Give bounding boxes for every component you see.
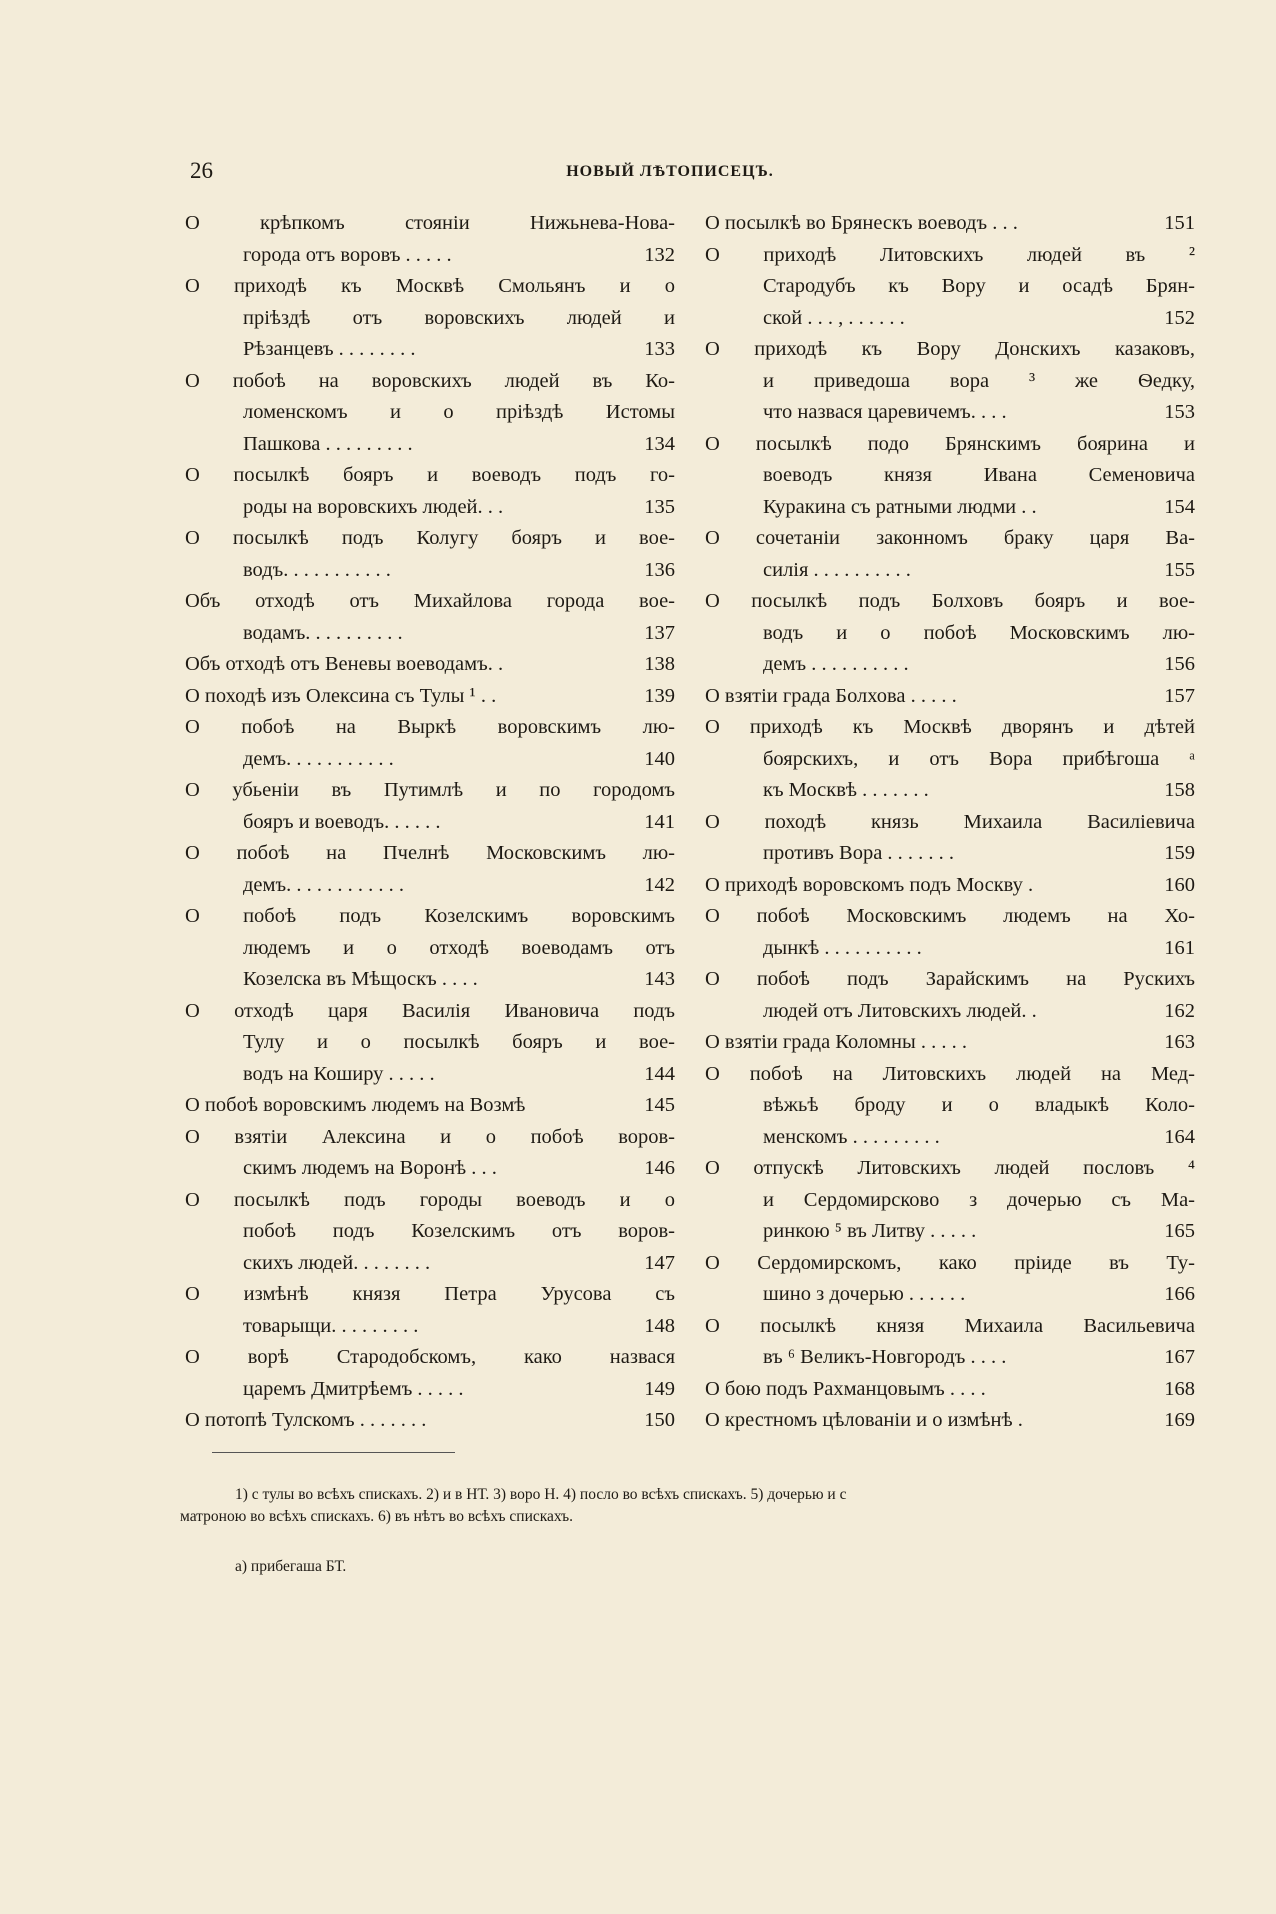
toc-entry-line: О крѣпкомъ стоянiи Нижьнева-Нова-: [185, 212, 675, 234]
toc-left-column: [185, 208, 675, 1437]
toc-page-number: 133: [644, 338, 675, 360]
toc-entry-line: Тулу и о посылкѣ бояръ и вое-: [243, 1031, 675, 1053]
toc-entry: [185, 712, 675, 775]
toc-entry-line: и Сердомирсково з дочерью съ Ма-: [763, 1188, 1195, 1211]
toc-entry-line: О бою подъ Рахманцовымъ . . . .: [705, 1377, 986, 1400]
toc-entry-line: О походѣ изъ Олексина съ Тулы ¹ . .: [185, 684, 497, 707]
toc-entry-line: побоѣ подъ Козелскимъ отъ воров-: [243, 1220, 675, 1242]
toc-page-number: 153: [1164, 401, 1195, 423]
toc-page-number: 142: [644, 873, 675, 896]
toc-entry: [185, 1279, 675, 1342]
toc-entry: [705, 334, 1195, 429]
toc-entry-line: О взятiи Алексина и о побоѣ воров-: [185, 1125, 675, 1148]
toc-entry-line: Рѣзанцевъ . . . . . . . .: [243, 338, 416, 360]
toc-page-number: 138: [644, 653, 675, 675]
toc-entry-line: Объ отходѣ отъ Веневы воеводамъ. .: [185, 653, 504, 675]
toc-page-number: 163: [1164, 1031, 1195, 1053]
footnote-rule: [212, 1452, 455, 1453]
toc-entry-line: демъ. . . . . . . . . . . .: [243, 873, 404, 896]
toc-entry-line: водъ. . . . . . . . . . .: [243, 558, 391, 581]
toc-entry: [185, 1122, 675, 1185]
toc-entry: [705, 807, 1195, 870]
page-number: 26: [190, 158, 213, 183]
toc-entry-line: О сочетанiи законномъ браку царя Ва-: [705, 527, 1195, 549]
toc-entry-line: О посылкѣ во Брянескъ воеводъ . . .: [705, 212, 1018, 234]
toc-entry-line: О посылкѣ подо Брянскимъ боярина и: [705, 432, 1195, 455]
toc-entry: [185, 1185, 675, 1280]
toc-entry-line: вѣжьѣ броду и о владыкѣ Коло-: [763, 1094, 1195, 1116]
toc-entry-line: противъ Вора . . . . . . .: [763, 842, 955, 864]
toc-entry: [705, 712, 1195, 807]
running-head: НОВЫЙ ЛѢТОПИСЕЦЪ.: [566, 163, 774, 180]
toc-entry-line: О посылкѣ подъ Болховъ бояръ и вое-: [705, 590, 1195, 612]
toc-page-number: 137: [644, 621, 675, 644]
toc-entry-line: О побоѣ подъ Козелскимъ воровскимъ: [185, 905, 675, 927]
toc-entry-line: демъ . . . . . . . . . .: [763, 653, 909, 675]
toc-entry-line: О побоѣ подъ Зарайскимъ на Рускихъ: [705, 968, 1195, 990]
toc-entry-line: города отъ воровъ . . . . .: [243, 243, 452, 266]
toc-entry-line: Пашкова . . . . . . . . .: [243, 432, 413, 455]
toc-entry-line: людей отъ Литовскихъ людей. .: [763, 999, 1037, 1022]
toc-entry-line: ринкою ⁵ въ Литву . . . . .: [763, 1220, 977, 1242]
toc-entry: [185, 1405, 675, 1437]
footnotes: [180, 1484, 1200, 1528]
toc-page-number: 159: [1164, 842, 1195, 864]
toc-entry-line: О походѣ князь Михаила Василiевича: [705, 810, 1195, 833]
toc-entry: [185, 208, 675, 271]
toc-page-number: 155: [1164, 558, 1195, 581]
toc-entry: [705, 1153, 1195, 1248]
toc-entry-line: О побоѣ Московскимъ людемъ на Хо-: [705, 905, 1195, 927]
toc-page-number: 143: [644, 968, 675, 990]
toc-entry: [705, 901, 1195, 964]
toc-entry-line: О ворѣ Стародобскомъ, како назвася: [185, 1346, 675, 1368]
toc-page-number: 148: [644, 1314, 675, 1337]
toc-page-number: 152: [1164, 306, 1195, 329]
toc-entry-line: О приходѣ воровскомъ подъ Москву .: [705, 873, 1034, 896]
toc-page-number: 134: [644, 432, 675, 455]
toc-entry: [705, 681, 1195, 713]
toc-page-number: 132: [644, 243, 675, 266]
toc-entry-line: О посылкѣ князя Михаила Васильевича: [705, 1314, 1195, 1337]
toc-entry: [705, 1248, 1195, 1311]
toc-entry-line: къ Москвѣ . . . . . . .: [763, 779, 929, 801]
toc-entry-line: О взятiи града Коломны . . . . .: [705, 1031, 967, 1053]
toc-entry-line: воеводъ князя Ивана Семеновича: [763, 464, 1195, 486]
toc-page-number: 149: [644, 1377, 675, 1400]
toc-entry-line: царемъ Дмитрѣемъ . . . . .: [243, 1377, 464, 1400]
toc-entry-line: Козелска въ Мѣщоскъ . . . .: [243, 968, 478, 990]
toc-entry: [705, 1027, 1195, 1059]
toc-entry-line: Куракина съ ратными людми . .: [763, 495, 1037, 518]
toc-page-number: 169: [1164, 1409, 1195, 1431]
toc-page-number: 156: [1164, 653, 1195, 675]
toc-entry-line: въ ⁶ Великъ-Новгородъ . . . .: [763, 1346, 1007, 1368]
toc-entry-line: О посылкѣ подъ городы воеводъ и о: [185, 1188, 675, 1211]
toc-entry-line: О побоѣ воровскимъ людемъ на Возмѣ: [185, 1094, 526, 1116]
toc-page-number: 135: [644, 495, 675, 518]
toc-entry: [185, 996, 675, 1091]
toc-entry-line: силiя . . . . . . . . . .: [763, 558, 911, 581]
toc-entry-line: водъ и о побоѣ Московскимъ лю-: [763, 621, 1195, 644]
toc-entry-line: прiѣздѣ отъ воровскихъ людей и: [243, 306, 675, 329]
toc-entry-line: О убьенiи въ Путимлѣ и по городомъ: [185, 779, 675, 801]
toc-entry-line: О отходѣ царя Василiя Ивановича подъ: [185, 999, 675, 1022]
toc-entry: [185, 586, 675, 649]
toc-page-number: 166: [1164, 1283, 1195, 1305]
toc-entry: [705, 1374, 1195, 1406]
toc-entry-line: О посылкѣ бояръ и воеводъ подъ го-: [185, 464, 675, 486]
toc-entry-line: и приведоша вора ³ же Ѳедку,: [763, 369, 1195, 392]
toc-entry: [185, 460, 675, 523]
toc-entry-line: Стародубъ къ Вору и осадѣ Брян-: [763, 275, 1195, 297]
toc-entry-line: шино з дочерью . . . . . .: [763, 1283, 966, 1305]
toc-entry-line: водъ на Коширу . . . . .: [243, 1062, 435, 1085]
toc-entry: [705, 208, 1195, 240]
toc-page-number: 136: [644, 558, 675, 581]
footnote-line: 1) с тулы во всѣхъ спискахъ. 2) и в НТ. 3) воро Н. 4) посло во всѣхъ спискахъ. 5) дочерью и с: [235, 1486, 847, 1503]
toc-page-number: 168: [1164, 1377, 1195, 1400]
toc-entry: [705, 1311, 1195, 1374]
toc-entry-line: О крестномъ цѣлованiи и о измѣнѣ .: [705, 1409, 1023, 1431]
toc-entry-line: О побоѣ на Пчелнѣ Московскимъ лю-: [185, 842, 675, 864]
toc-page-number: 139: [644, 684, 675, 707]
toc-entry-line: скихъ людей. . . . . . . .: [243, 1251, 431, 1274]
toc-entry: [185, 838, 675, 901]
toc-entry: [185, 366, 675, 461]
toc-entry-line: О измѣнѣ князя Петра Урусова съ: [185, 1283, 675, 1305]
toc-right-column: [705, 208, 1195, 1437]
toc-page-number: 147: [644, 1251, 675, 1274]
toc-entry-line: бояръ и воеводъ. . . . . .: [243, 810, 441, 833]
toc-page-number: 165: [1164, 1220, 1195, 1242]
toc-entry-line: людемъ и о отходѣ воеводамъ отъ: [243, 936, 675, 959]
toc-page-number: 161: [1164, 936, 1195, 959]
toc-entry-line: демъ. . . . . . . . . . .: [243, 747, 394, 770]
toc-entry-line: О взятiи града Болхова . . . . .: [705, 684, 957, 707]
toc-page-number: 162: [1164, 999, 1195, 1022]
toc-entry: [185, 649, 675, 681]
toc-entry-line: ской . . . , . . . . . .: [763, 306, 905, 329]
toc-entry-line: водамъ. . . . . . . . . .: [243, 621, 403, 644]
toc-page-number: 164: [1164, 1125, 1195, 1148]
toc-page-number: 151: [1164, 212, 1195, 234]
toc-entry-line: О посылкѣ подъ Колугу бояръ и вое-: [185, 527, 675, 549]
toc-page-number: 154: [1164, 495, 1195, 518]
toc-page-number: 160: [1164, 873, 1195, 896]
footnote-line: матроною во всѣхъ спискахъ. 6) въ нѣтъ во всѣхъ спискахъ.: [180, 1508, 573, 1525]
toc-entry-line: О побоѣ на Выркѣ воровскимъ лю-: [185, 716, 675, 738]
toc-entry-line: О отпускѣ Литовскихъ людей пословъ ⁴: [705, 1157, 1195, 1179]
toc-entry: [705, 1059, 1195, 1154]
toc-entry-line: товарыщи. . . . . . . . .: [243, 1314, 419, 1337]
toc-entry-line: ломенскомъ и о прiѣздѣ Истомы: [243, 401, 675, 423]
toc-page-number: 144: [644, 1062, 675, 1085]
toc-entry: [705, 429, 1195, 524]
toc-entry: [705, 964, 1195, 1027]
toc-page-number: 146: [644, 1157, 675, 1179]
toc-entry-line: О Сердомирскомъ, како прiиде въ Ту-: [705, 1251, 1195, 1274]
toc-page-number: 150: [644, 1409, 675, 1431]
toc-page-number: 158: [1164, 779, 1195, 801]
toc-entry: [705, 1405, 1195, 1437]
toc-entry-line: скимъ людемъ на Воронѣ . . .: [243, 1157, 497, 1179]
toc-entry: [185, 271, 675, 366]
toc-entry: [705, 870, 1195, 902]
toc-entry-line: О потопѣ Тулскомъ . . . . . . .: [185, 1409, 427, 1431]
toc-entry-line: роды на воровскихъ людей. . .: [243, 495, 504, 518]
footnote-a: а) прибегаша БТ.: [235, 1558, 347, 1575]
toc-entry: [185, 901, 675, 996]
toc-entry-line: О приходѣ къ Вору Донскихъ казаковъ,: [705, 338, 1195, 360]
toc-entry-line: что назвася царевичемъ. . . .: [763, 401, 1007, 423]
toc-page-number: 157: [1164, 684, 1195, 707]
toc-entry-line: боярскихъ, и отъ Вора прибѣгоша ᵃ: [763, 747, 1195, 770]
toc-page-number: 167: [1164, 1346, 1195, 1368]
toc-entry: [705, 240, 1195, 335]
toc-entry-line: О приходѣ къ Москвѣ дворянъ и дѣтей: [705, 716, 1195, 738]
toc-entry-line: О побоѣ на воровскихъ людей въ Ко-: [185, 369, 675, 392]
toc-entry: [185, 1342, 675, 1405]
toc-entry-line: менскомъ . . . . . . . . .: [763, 1125, 940, 1148]
toc-entry-line: дынкѣ . . . . . . . . . .: [763, 936, 922, 959]
toc-entry: [185, 523, 675, 586]
toc-page-number: 140: [644, 747, 675, 770]
toc-page-number: 141: [644, 810, 675, 833]
toc-entry-line: О побоѣ на Литовскихъ людей на Мед-: [705, 1062, 1195, 1085]
toc-entry-line: О приходѣ Литовскихъ людей въ ²: [705, 243, 1195, 266]
toc-entry-line: О приходѣ къ Москвѣ Смольянъ и о: [185, 275, 675, 297]
toc-entry: [705, 523, 1195, 586]
toc-entry: [185, 775, 675, 838]
toc-entry: [705, 586, 1195, 681]
toc-page-number: 145: [644, 1094, 675, 1116]
toc-entry-line: Объ отходѣ отъ Михайлова города вое-: [185, 590, 675, 612]
toc-entry: [185, 1090, 675, 1122]
toc-entry: [185, 681, 675, 713]
